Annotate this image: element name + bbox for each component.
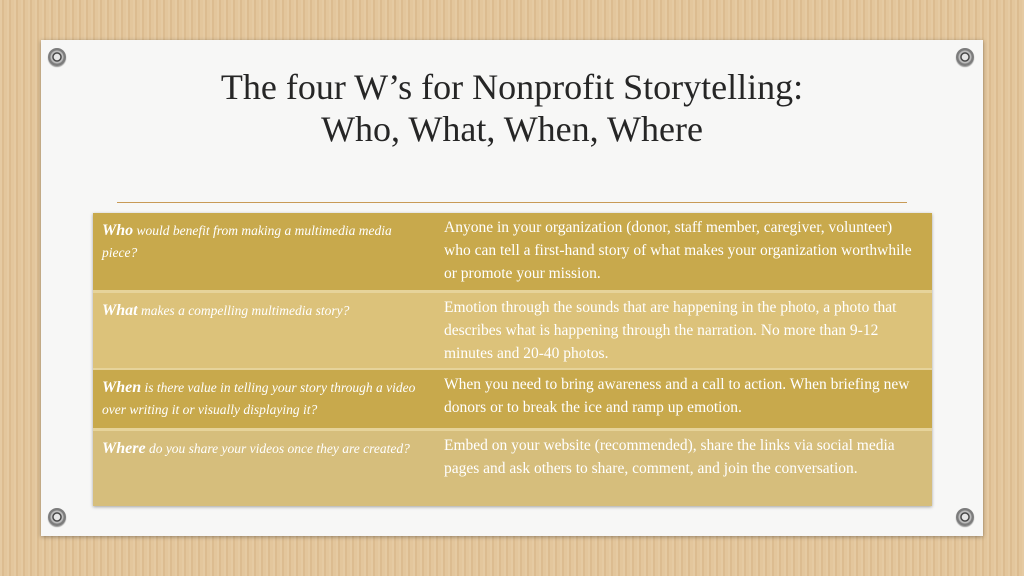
question-text: would benefit from making a multimedia media piece? — [102, 223, 392, 260]
answer-cell: When you need to bring awareness and a call to action. When briefing new donors or to break the ice and ramp up emotion. — [444, 376, 910, 416]
question-cell — [93, 213, 429, 290]
keyword: Where — [102, 440, 146, 457]
question-text: is there value in telling your story through a video over writing it or visually displaying it? — [102, 380, 416, 417]
question-text: do you share your videos once they are created? — [145, 441, 410, 456]
title-divider — [117, 202, 907, 203]
screw-icon — [956, 508, 974, 526]
question-cell — [93, 431, 429, 506]
keyword: When — [102, 379, 142, 396]
table-row-where — [93, 431, 932, 506]
screw-icon — [956, 48, 974, 66]
answer-cell: Anyone in your organization (donor, staff member, caregiver, volunteer) who can tell a first-hand story of what makes your organization worthwhile or promote your mission. — [444, 219, 912, 282]
table-row-when — [93, 370, 932, 428]
table-row-who — [93, 213, 932, 290]
table-row-what — [93, 293, 932, 368]
question-cell — [93, 293, 429, 368]
answer-cell: Emotion through the sounds that are happening in the photo, a photo that describes what is happening through the narration. No more than 9-12 minutes and 20-40 photos. — [444, 299, 897, 362]
answer-cell: Embed on your website (recommended), share the links via social media pages and ask others to share, comment, and join the conversation. — [444, 437, 895, 477]
four-ws-table — [93, 213, 932, 506]
screw-icon — [48, 508, 66, 526]
question-cell — [93, 370, 429, 428]
question-text: makes a compelling multimedia story? — [137, 303, 350, 318]
keyword: Who — [102, 222, 134, 239]
screw-icon — [48, 48, 66, 66]
slide-title-line-1: The four W’s for Nonprofit Storytelling: — [220, 67, 804, 107]
slide-title — [41, 66, 983, 150]
keyword: What — [102, 302, 138, 319]
slide-title-line-2: Who, What, When, Where — [321, 109, 703, 149]
